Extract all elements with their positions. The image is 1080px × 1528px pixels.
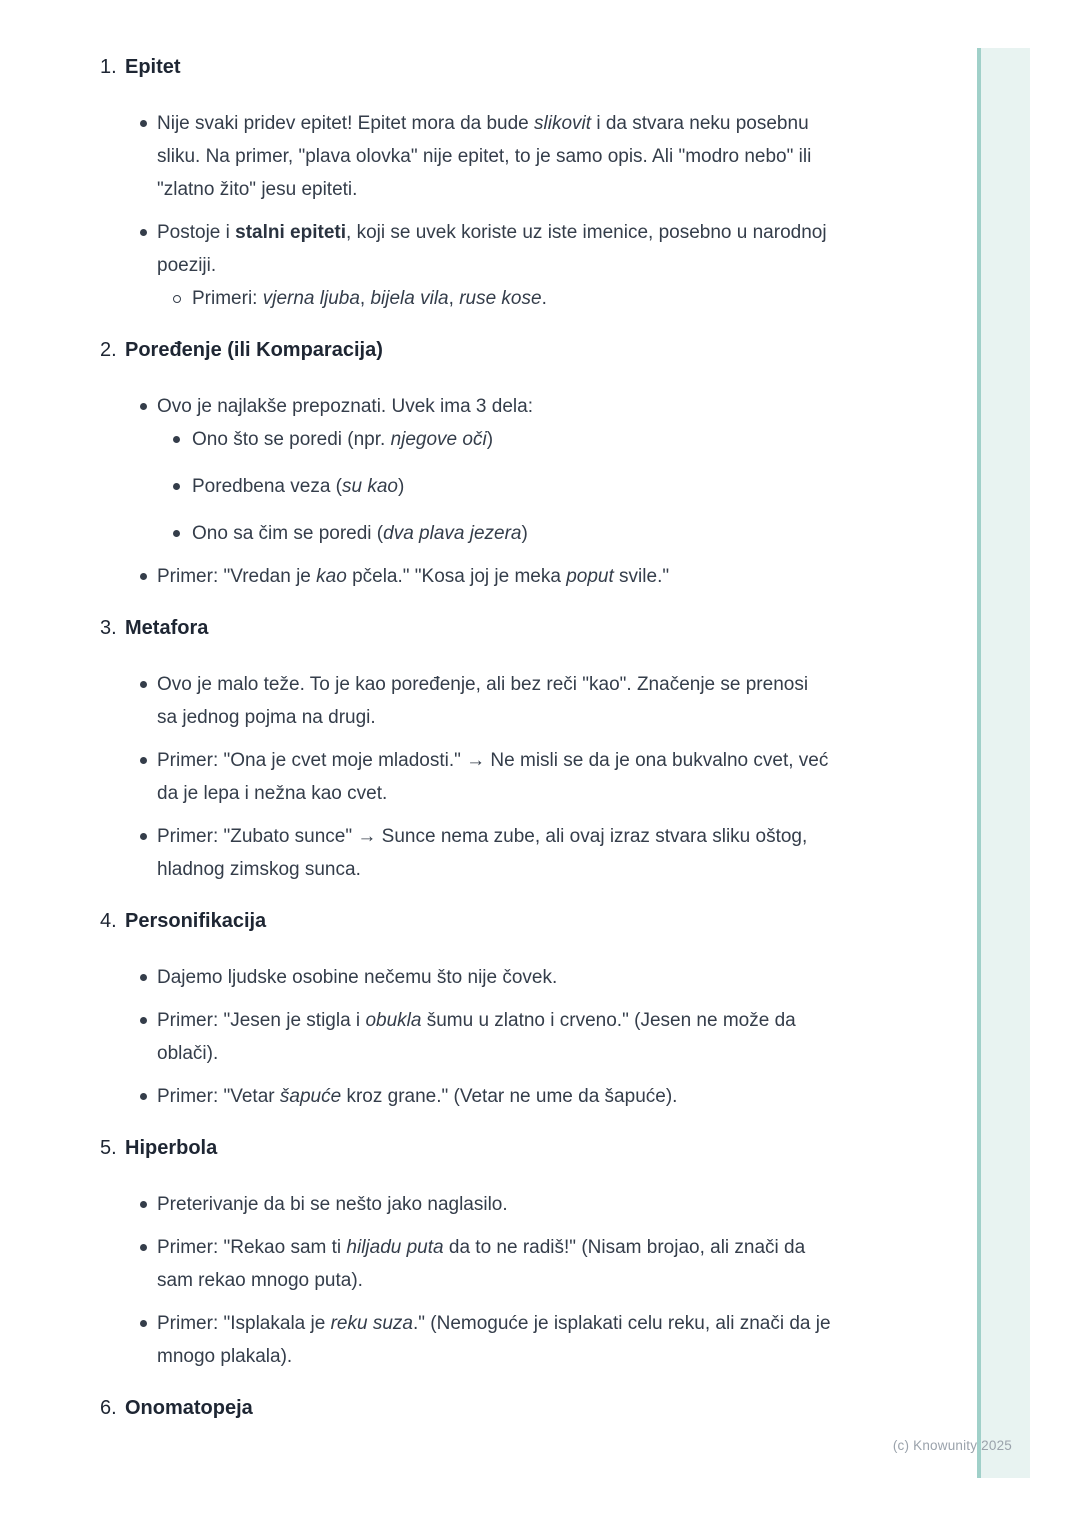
section-1-heading bbox=[100, 54, 860, 81]
list-item bbox=[137, 1188, 832, 1221]
text-segment: Primer: "Vredan je bbox=[157, 566, 317, 587]
text-segment: slikovit bbox=[534, 113, 592, 134]
list-item bbox=[137, 107, 832, 206]
section-4-heading bbox=[100, 908, 860, 935]
sub-list bbox=[170, 423, 832, 550]
sub-list-item bbox=[170, 470, 830, 503]
accent-stripe bbox=[977, 48, 1030, 1478]
text-segment: šumu u zlatno i crveno." (Jesen ne može da oblači). bbox=[157, 1010, 796, 1064]
section-number: 2. bbox=[100, 339, 117, 361]
text-segment: , bbox=[359, 288, 371, 309]
section-4-items bbox=[137, 961, 860, 1113]
section-title: Hiperbola bbox=[125, 1137, 218, 1159]
watermark: (c) Knowunity 2025 bbox=[892, 1438, 1012, 1453]
text-segment: reku suza bbox=[330, 1313, 413, 1334]
list-item bbox=[137, 961, 832, 994]
text-segment: obukla bbox=[365, 1010, 422, 1031]
list-item bbox=[137, 1004, 832, 1070]
text-segment: da to ne radiš!" (Nisam brojao, ali znači da sam rekao mnogo puta). bbox=[157, 1237, 806, 1291]
section-5-items bbox=[137, 1188, 860, 1373]
text-segment: Primer: "Jesen je stigla i bbox=[157, 1010, 366, 1031]
sub-list bbox=[170, 282, 832, 315]
section-2-items bbox=[137, 390, 860, 593]
list-item bbox=[137, 1231, 832, 1297]
list-item bbox=[137, 1080, 832, 1113]
section-title: Onomatopeja bbox=[125, 1397, 253, 1419]
text-segment: kroz grane." (Vetar ne ume da šapuće). bbox=[341, 1086, 678, 1107]
text-segment: i da stvara neku posebnu sliku. Na primer, "plava olovka" nije epitet, to je samo opis. Ali "modro nebo" ili "zlatno žito" jesu epiteti. bbox=[157, 113, 812, 200]
list-item bbox=[137, 560, 832, 593]
text-segment: stalni epiteti bbox=[235, 222, 347, 243]
text-segment: Primer: "Ona je cvet moje mladosti." → Ne misli se da je ona bukvalno cvet, već da je lepa i nežna kao cvet. bbox=[157, 750, 829, 804]
text-segment: Primer: "Vetar bbox=[157, 1086, 280, 1107]
section-3-items bbox=[137, 668, 860, 886]
text-segment: hiljadu puta bbox=[346, 1237, 444, 1258]
section-title: Personifikacija bbox=[125, 910, 267, 932]
list-item bbox=[137, 744, 832, 810]
list-item bbox=[137, 216, 832, 315]
list-item bbox=[137, 390, 832, 550]
section-number: 6. bbox=[100, 1397, 117, 1419]
text-segment: njegove oči bbox=[390, 429, 487, 450]
text-segment: , bbox=[448, 288, 460, 309]
text-segment: bijela vila bbox=[370, 288, 449, 309]
text-segment: Primer: "Zubato sunce" → Sunce nema zube, ali ovaj izraz stvara sliku oštog, hladnog zimskog sunca. bbox=[157, 826, 808, 880]
sub-list-item bbox=[170, 282, 830, 315]
section-1-items bbox=[137, 107, 860, 315]
text-segment: su kao bbox=[342, 476, 398, 497]
text-segment: ." (Nemoguće je isplakati celu reku, ali znači da je mnogo plakala). bbox=[157, 1313, 831, 1367]
text-segment: ) bbox=[486, 429, 494, 450]
text-segment: . bbox=[541, 288, 547, 309]
text-segment: Dajemo ljudske osobine nečemu što nije čovek. bbox=[157, 967, 558, 988]
section-5-heading bbox=[100, 1135, 860, 1162]
text-segment: Postoje i bbox=[157, 222, 236, 243]
text-segment: vjerna ljuba bbox=[262, 288, 360, 309]
section-2-heading bbox=[100, 337, 860, 364]
text-segment: svile." bbox=[613, 566, 670, 587]
text-segment: poput bbox=[566, 566, 614, 587]
text-segment: Primer: "Rekao sam ti bbox=[157, 1237, 347, 1258]
text-segment: Ovo je malo teže. To je kao poređenje, ali bez reči "kao". Značenje se prenosi sa jednog pojma na drugi. bbox=[157, 674, 809, 728]
section-6-heading bbox=[100, 1395, 860, 1422]
text-segment: Ono što se poredi (npr. bbox=[192, 429, 391, 450]
text-segment: Primeri: bbox=[192, 288, 263, 309]
section-title: Metafora bbox=[125, 617, 209, 639]
section-number: 3. bbox=[100, 617, 117, 639]
sub-list-item bbox=[170, 423, 830, 456]
text-segment: ) bbox=[397, 476, 405, 497]
section-number: 1. bbox=[100, 56, 117, 78]
list-item bbox=[137, 668, 832, 734]
text-segment: Poredbena veza ( bbox=[192, 476, 342, 497]
text-segment: Ono sa čim se poredi ( bbox=[192, 523, 384, 544]
list-item bbox=[137, 1307, 832, 1373]
text-segment: , koji se uvek koriste uz iste imenice, posebno u narodnoj poeziji. bbox=[157, 222, 827, 276]
text-segment: Preterivanje da bi se nešto jako naglasilo. bbox=[157, 1194, 508, 1215]
text-segment: pčela." "Kosa joj je meka bbox=[346, 566, 567, 587]
list-item bbox=[137, 820, 832, 886]
text-segment: kao bbox=[316, 566, 347, 587]
text-segment: šapuće bbox=[279, 1086, 342, 1107]
notes-document bbox=[100, 54, 860, 1448]
text-segment: ruse kose bbox=[459, 288, 542, 309]
text-segment: ) bbox=[521, 523, 528, 544]
section-title: Epitet bbox=[125, 56, 181, 78]
section-number: 4. bbox=[100, 910, 117, 932]
text-segment: Primer: "Isplakala je bbox=[157, 1313, 331, 1334]
text-segment: Nije svaki pridev epitet! Epitet mora da bude bbox=[157, 113, 535, 134]
sub-list-item bbox=[170, 517, 830, 550]
text-segment: Ovo je najlakše prepoznati. Uvek ima 3 dela: bbox=[157, 396, 533, 417]
section-title: Poređenje (ili Komparacija) bbox=[125, 339, 383, 361]
text-segment: dva plava jezera bbox=[383, 523, 522, 544]
section-3-heading bbox=[100, 615, 860, 642]
section-number: 5. bbox=[100, 1137, 117, 1159]
